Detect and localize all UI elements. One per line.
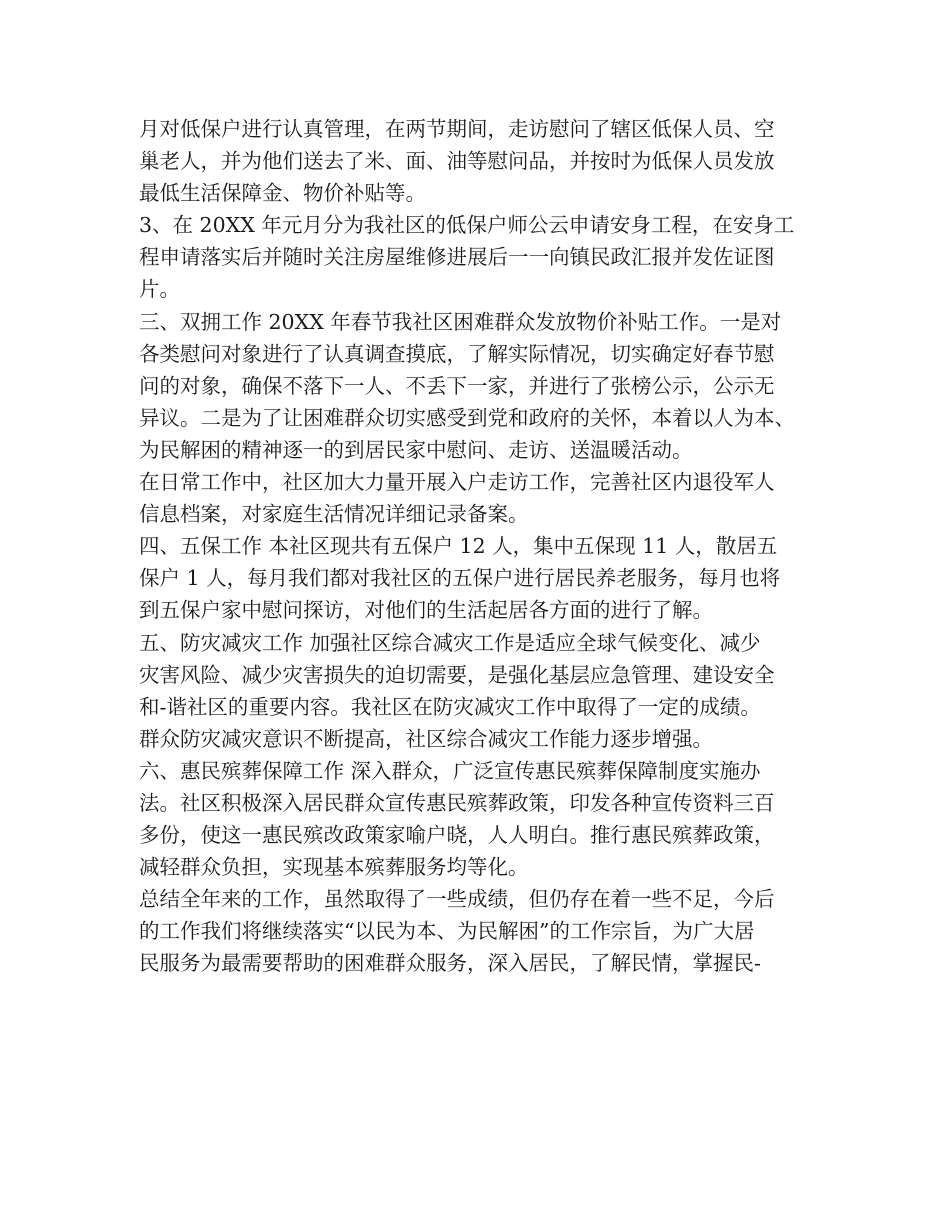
text-line: 五、防灾减灾工作 加强社区综合减灾工作是适应全球气候变化、减少 <box>139 630 761 655</box>
text-line: 六、惠民殡葬保障工作 深入群众，广泛宣传惠民殡葬保障制度实施办 <box>139 758 761 783</box>
text-line: 群众防灾减灾意识不断提高，社区综合减灾工作能力逐步增强。 <box>139 726 713 751</box>
text-line: 四、五保工作 本社区现共有五保户 12 人，集中五保现 11 人，散居五 <box>139 534 778 559</box>
text-line: 总结全年来的工作，虽然取得了一些成绩，但仍存在着一些不足，今后 <box>139 887 775 912</box>
text-line: 在日常工作中，社区加大力量开展入户走访工作，完善社区内退役军人 <box>139 470 775 495</box>
text-line: 信息档案，对家庭生活情况详细记录备案。 <box>139 502 529 527</box>
text-line: 保户 1 人，每月我们都对我社区的五保户进行居民养老服务，每月也将 <box>139 566 781 591</box>
text-line: 程申请落实后并随时关注房屋维修进展后一一向镇民政汇报并发佐证图 <box>139 245 775 270</box>
text-line: 多份，使这一惠民殡改政策家喻户晓，人人明白。推行惠民殡葬政策， <box>139 823 775 848</box>
text-line: 各类慰问对象进行了认真调查摸底，了解实际情况，切实确定好春节慰 <box>139 341 775 366</box>
text-line: 异议。二是为了让困难群众切实感受到党和政府的关怀，本着以人为本、 <box>139 405 795 430</box>
text-line: 民服务为最需要帮助的困难群众服务，深入居民，了解民情，掌握民- <box>139 951 761 976</box>
text-line: 3、在 20XX 年元月分为我社区的低保户师公云申请安身工程，在安身工 <box>139 213 795 238</box>
document-body <box>139 113 829 980</box>
text-line: 问的对象，确保不落下一人、不丢下一家，并进行了张榜公示，公示无 <box>139 373 775 398</box>
text-line: 的工作我们将继续落实“以民为本、为民解困”的工作宗旨，为广大居 <box>139 919 755 944</box>
text-line: 和-谐社区的重要内容。我社区在防灾减灾工作中取得了一定的成绩。 <box>139 694 761 719</box>
text-line: 片。 <box>139 277 180 302</box>
text-line: 法。社区积极深入居民群众宣传惠民殡葬政策，印发各种宣传资料三百 <box>139 790 775 815</box>
text-line: 到五保户家中慰问探访，对他们的生活起居各方面的进行了解。 <box>139 598 713 623</box>
text-line: 灾害风险、减少灾害损失的迫切需要，是强化基层应急管理、建设安全 <box>139 662 775 687</box>
text-line: 为民解困的精神逐一的到居民家中慰问、走访、送温暖活动。 <box>139 437 693 462</box>
text-line: 月对低保户进行认真管理，在两节期间，走访慰问了辖区低保人员、空 <box>139 117 775 141</box>
text-line: 减轻群众负担，实现基本殡葬服务均等化。 <box>139 855 529 880</box>
text-line: 三、双拥工作 20XX 年春节我社区困难群众发放物价补贴工作。一是对 <box>139 309 782 334</box>
text-line: 巢老人，并为他们送去了米、面、油等慰问品，并按时为低保人员发放 <box>139 149 775 174</box>
text-line: 最低生活保障金、物价补贴等。 <box>139 181 426 206</box>
